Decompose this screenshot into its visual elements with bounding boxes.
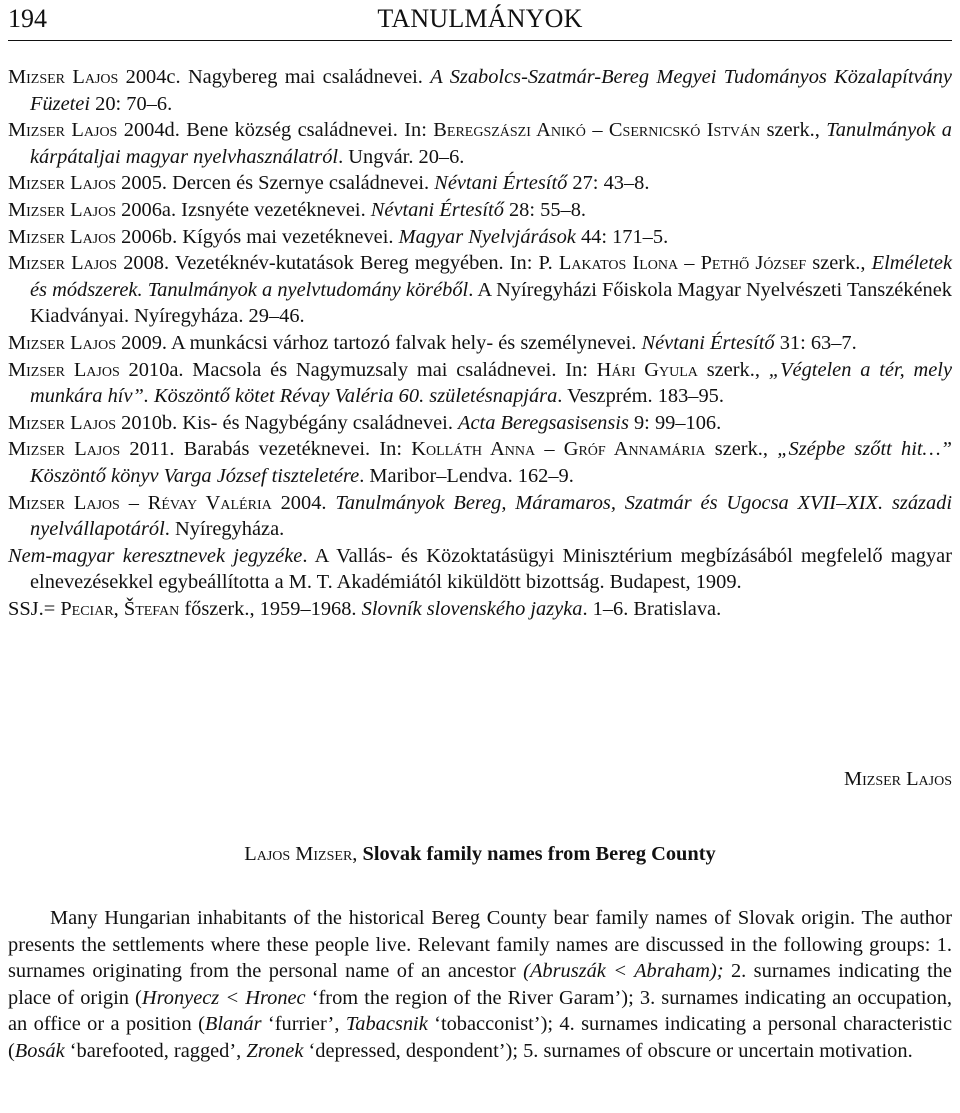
italic-title: (Abruszák < Abraham);: [523, 960, 724, 983]
text-segment: ‘from the region of the River Garam’); 3. surnames indicating an occupation, an office or a position (: [8, 986, 952, 1036]
italic-title: Tanulmányok Bereg, Máramaros, Szatmár és Ugocsa XVII–XIX. századi nyelvállapotáról: [30, 491, 953, 541]
text-segment: 20: 70–6.: [90, 92, 173, 115]
running-head: TANULMÁNYOK: [377, 4, 583, 33]
author-name: Beregszászi Anikó – Csernicskó István: [433, 119, 761, 142]
italic-title: A Szabolcs-Szatmár-Bereg Megyei Tudományos Közalapítvány Füzetei: [30, 66, 952, 115]
reference-entry: [8, 490, 952, 543]
text-segment: szerk.,: [760, 119, 827, 142]
text-segment: 2004c. Nagybereg mai családnevei.: [118, 66, 431, 88]
author-name: Mizser Lajos: [8, 66, 119, 88]
text-segment: 2004.: [271, 491, 336, 514]
italic-title: Névtani Értesítő: [434, 172, 568, 195]
author-name: Peciar, Štefan: [60, 597, 180, 620]
text-segment: SSJ.=: [8, 597, 61, 620]
italic-title: „Szépbe szőtt hit…” Köszöntő könyv Varga József tiszteletére: [30, 438, 953, 487]
text-segment: 28: 55–8.: [503, 198, 587, 221]
text-segment: szerk.,: [705, 438, 778, 461]
italic-title: Magyar Nyelvjárások: [398, 225, 576, 248]
text-segment: 2. surnames indicating the place of origin (: [8, 960, 952, 1009]
italic-title: Tanulmányok a kárpátaljai magyar nyelvhasználatról: [30, 119, 952, 168]
italic-title: Blanár: [204, 1013, 262, 1036]
author-name: Lakatos Ilona – Pethő József: [558, 252, 807, 275]
reference-entry: [8, 170, 952, 197]
text-segment: . Maribor–Lendva. 162–9.: [359, 464, 574, 487]
text-segment: ‘depressed, despondent’); 5. surnames of obscure or uncertain motivation.: [303, 1039, 913, 1062]
italic-title: Slovník slovenského jazyka: [361, 597, 583, 620]
italic-title: Névtani Értesítő: [370, 198, 504, 221]
author-name: Mizser Lajos: [8, 172, 117, 195]
reference-entry: [8, 250, 952, 330]
author-name: Kolláth Anna – Gróf Annamária: [411, 438, 706, 461]
text-segment: 2010a. Macsola és Nagymuzsaly mai családnevei. In:: [119, 358, 597, 381]
author-signature: Mizser Lajos: [843, 768, 952, 790]
italic-title: Névtani Értesítő: [641, 331, 775, 354]
text-segment: 2005. Dercen és Szernye családnevei.: [116, 172, 435, 195]
author-name: Mizser Lajos: [8, 438, 121, 461]
text-segment: ‘furrier’,: [261, 1013, 346, 1036]
text-segment: . Ungvár. 20–6.: [338, 145, 465, 168]
text-segment: 27: 43–8.: [567, 172, 650, 195]
page-header: [8, 0, 952, 44]
text-segment: 44: 171–5.: [575, 225, 669, 248]
italic-title: „Végtelen a tér, mely munkára hív”. Köszöntő kötet Révay Valéria 60. születésnapjára: [30, 358, 952, 408]
text-segment: szerk.,: [806, 252, 872, 275]
summary-title-text: Slovak family names from Bereg County: [362, 843, 716, 865]
italic-title: Nem-magyar keresztnevek jegyzéke: [8, 544, 303, 567]
summary-title-author: Lajos Mizser: [244, 843, 353, 865]
text-segment: 2008. Vezetéknév-kutatások Bereg megyében. In: P.: [117, 252, 559, 275]
reference-entry: [8, 596, 952, 623]
author-name: Mizser Lajos – Révay Valéria: [8, 491, 272, 514]
text-segment: ‘barefooted, ragged’,: [64, 1039, 247, 1062]
text-segment: . Veszprém. 183–95.: [557, 385, 724, 408]
text-segment: . A Vallás- és Közoktatásügyi Minisztérium megbízásából megfelelő magyar elnevezésekkel egybeállította a M. T. Akadémiától kiküldött bizottság. Budapest, 1909.: [30, 544, 953, 594]
reference-entry: [8, 410, 952, 437]
italic-title: Hronyecz < Hronec: [141, 986, 306, 1009]
reference-entry: [8, 197, 952, 224]
text-segment: 2004d. Bene község családnevei. In:: [117, 119, 434, 142]
reference-entry: [8, 64, 952, 117]
author-name: Mizser Lajos: [8, 198, 117, 221]
text-segment: . A Nyíregyházi Főiskola Magyar Nyelvészeti Tanszékének Kiadványai. Nyíregyháza. 29–46.: [30, 278, 952, 328]
header-rule: [8, 40, 952, 41]
italic-title: Bosák: [14, 1039, 65, 1062]
text-segment: főszerk., 1959–1968.: [179, 597, 362, 620]
summary-paragraph: [8, 905, 952, 1065]
text-segment: 9: 99–106.: [628, 411, 722, 434]
italic-title: Acta Beregsasisensis: [458, 411, 629, 434]
author-name: Mizser Lajos: [8, 411, 117, 434]
text-segment: . Nyíregyháza.: [164, 518, 285, 541]
text-segment: 2011. Barabás vezetéknevei. In:: [120, 438, 412, 461]
author-name: Hári Gyula: [596, 358, 698, 381]
author-name: Mizser Lajos: [8, 331, 117, 354]
italic-title: Zronek: [246, 1039, 304, 1062]
author-name: Mizser Lajos: [8, 119, 118, 142]
page-number: 194: [8, 4, 47, 33]
text-segment: 2006b. Kígyós mai vezetéknevei.: [116, 225, 399, 248]
text-segment: 2010b. Kis- és Nagybégány családnevei.: [116, 411, 459, 434]
summary-title-sep: ,: [352, 843, 363, 865]
author-name: Mizser Lajos: [8, 358, 120, 381]
author-name: Mizser Lajos: [8, 225, 117, 248]
italic-title: Elméletek és módszerek. Tanulmányok a nyelvtudomány köréből: [30, 252, 953, 301]
summary-title: [0, 843, 960, 866]
text-segment: szerk.,: [697, 358, 769, 381]
reference-entry: [8, 224, 952, 251]
reference-entry: [8, 543, 952, 596]
reference-entry: [8, 117, 952, 170]
reference-entry: [8, 357, 952, 410]
italic-title: Tabacsnik: [345, 1013, 428, 1036]
text-segment: 31: 63–7.: [774, 331, 857, 354]
reference-entry: [8, 436, 952, 489]
reference-entry: [8, 330, 952, 357]
text-segment: 2006a. Izsnyéte vezetéknevei.: [116, 198, 371, 221]
text-segment: . 1–6. Bratislava.: [582, 597, 722, 620]
text-segment: ‘tobacconist’); 4. surnames indicating a personal characteristic (: [8, 1013, 952, 1062]
reference-list: [8, 64, 952, 622]
text-segment: 2009. A munkácsi várhoz tartozó falvak hely- és személynevei.: [116, 331, 642, 354]
text-segment: Many Hungarian inhabitants of the historical Bereg County bear family names of Slovak origin. The author presents the settlements where these people live. Relevant family names are discussed in the following groups: 1. surnames originating from the personal name of an ancestor: [8, 907, 952, 983]
author-name: Mizser Lajos: [8, 252, 118, 275]
